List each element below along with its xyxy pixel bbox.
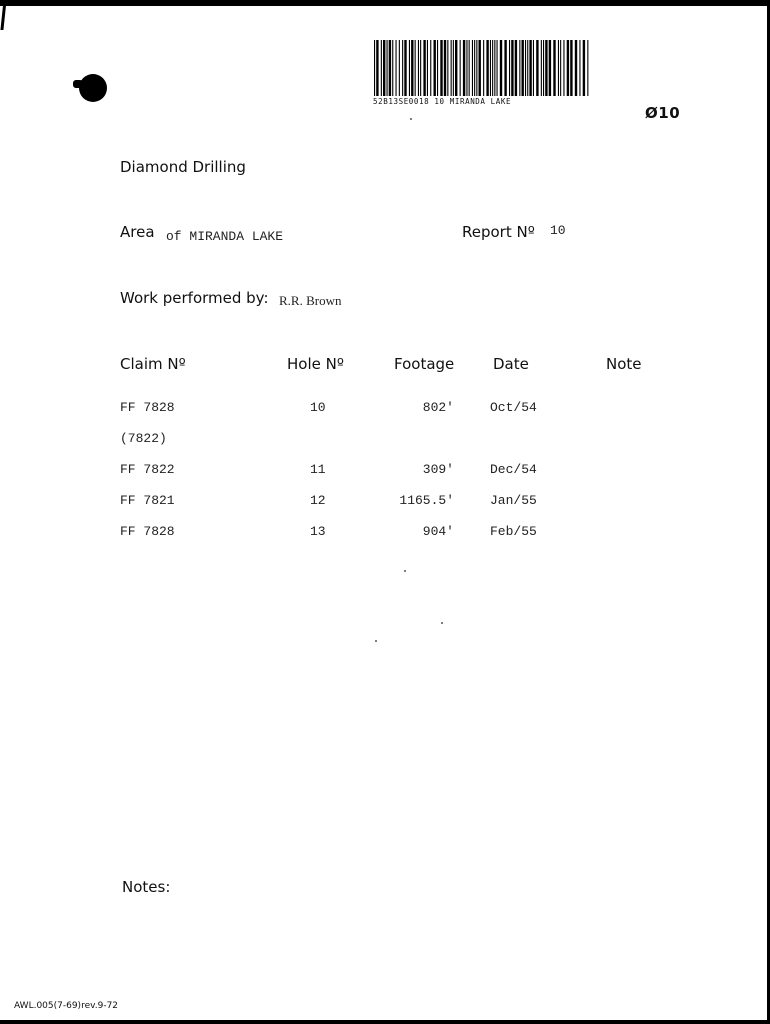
claim-cell: FF 7821 — [120, 493, 175, 508]
form-identifier: AWL.005(7-69)rev.9-72 — [14, 1001, 119, 1011]
column-header-hole: Hole Nº — [287, 355, 344, 373]
footage-cell: 904' — [422, 524, 454, 539]
scan-speck — [375, 640, 377, 642]
table-row — [0, 493, 770, 513]
scan-speck — [404, 570, 406, 572]
report-number-value: 10 — [550, 223, 566, 238]
area-value: of MIRANDA LAKE — [166, 229, 284, 244]
scan-border-bottom — [0, 1020, 770, 1024]
barcode-caption: 52B13SE0018 10 MIRANDA LAKE — [373, 97, 512, 106]
table-row — [0, 524, 770, 544]
footage-cell: 802' — [422, 400, 454, 415]
barcode-icon — [372, 40, 594, 100]
page-title: Diamond Drilling — [120, 158, 246, 176]
hole-cell: 10 — [310, 400, 326, 415]
column-header-footage: Footage — [394, 355, 455, 373]
date-cell: Dec/54 — [490, 462, 537, 477]
footage-cell: 309' — [422, 462, 454, 477]
column-header-claim: Claim Nº — [120, 355, 186, 373]
scan-speck — [441, 622, 443, 624]
hole-cell: 12 — [310, 493, 326, 508]
footage-cell: 1165.5' — [399, 493, 454, 508]
scan-speck — [410, 118, 412, 120]
table-row — [0, 462, 770, 482]
date-cell: Feb/55 — [490, 524, 537, 539]
punch-hole-icon — [79, 74, 107, 102]
date-cell: Oct/54 — [490, 400, 537, 415]
report-number-label: Report Nº — [462, 223, 535, 241]
area-label: Area — [120, 223, 155, 241]
scan-border-top — [0, 0, 770, 6]
notes-label: Notes: — [122, 878, 171, 896]
claim-cell: FF 7828 — [120, 400, 175, 415]
claim-cell: FF 7822 — [120, 462, 175, 477]
column-header-note: Note — [606, 355, 642, 373]
hole-cell: 13 — [310, 524, 326, 539]
date-cell: Jan/55 — [490, 493, 537, 508]
table-row — [0, 431, 770, 451]
column-header-date: Date — [493, 355, 529, 373]
page-number: Ø10 — [645, 104, 681, 122]
work-performed-label: Work performed by: — [120, 289, 269, 307]
hole-cell: 11 — [310, 462, 326, 477]
claim-cell: FF 7828 — [120, 524, 175, 539]
table-row — [0, 400, 770, 420]
claim-cell: (7822) — [120, 431, 167, 446]
work-performed-value: R.R. Brown — [279, 293, 342, 308]
